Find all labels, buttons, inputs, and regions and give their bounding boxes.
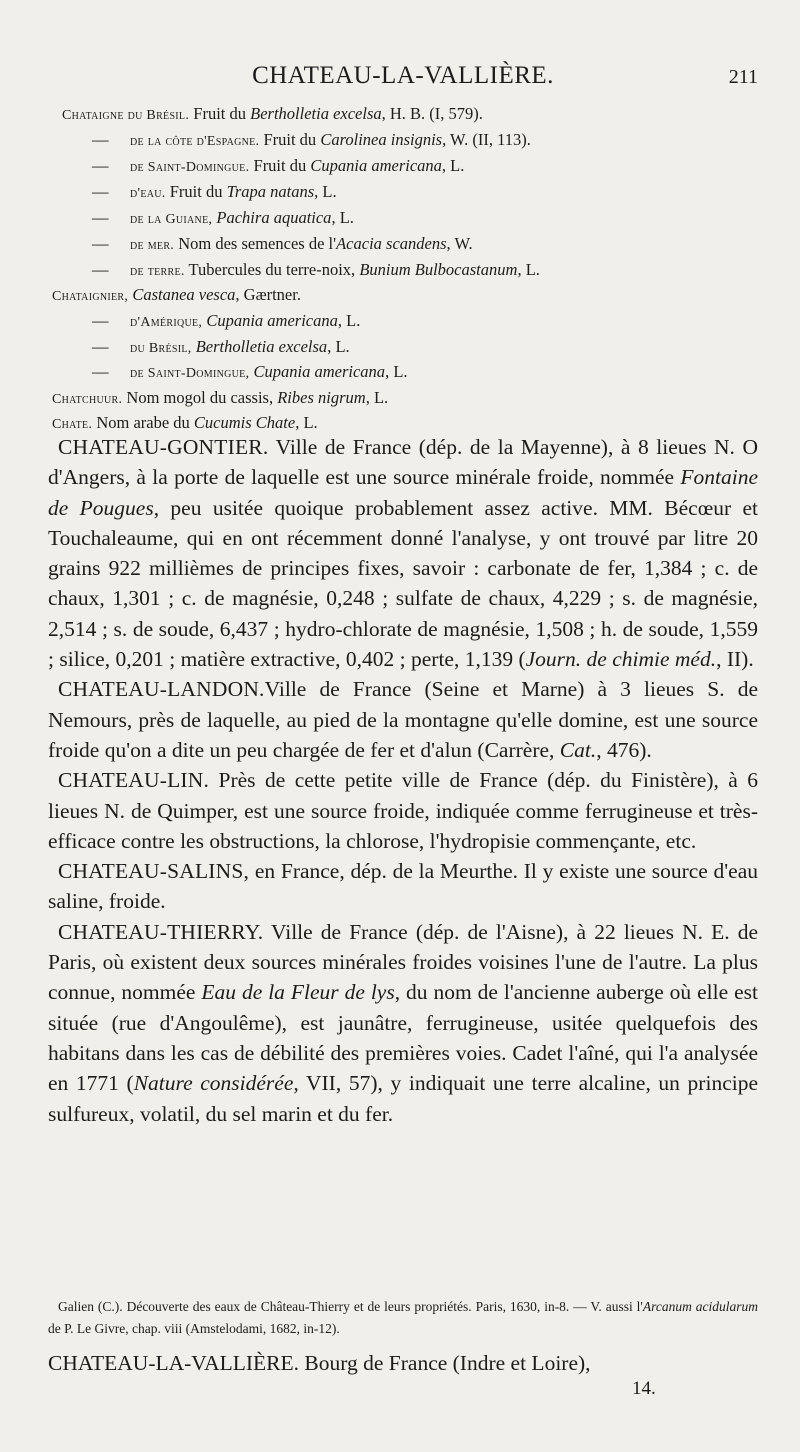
entry-taxon: Castanea vesca [132,285,236,304]
entry-tail: , L. [517,260,540,279]
entry-taxon: Bunium Bulbocastanum [359,260,518,279]
article-body: VII, 57), y indiquait une terre alcaline, un principe sulfureux, volatil, du sel marin et du fer. [48,1071,758,1126]
entry-head: de Saint-Domingue, [130,366,250,381]
entry-text: Nom arabe du [92,413,194,432]
entry-head: d'eau. [130,186,166,201]
entry-line [92,208,800,228]
entry-tail: , L. [314,182,337,201]
entry-taxon: Cupania americana [310,156,442,175]
entry-dash: — [92,337,109,356]
article-chateau-la-valliere [48,1348,758,1378]
article-body: Bourg de France (Indre et Loire), [299,1351,591,1375]
entry-line [52,285,800,305]
page-header [48,62,758,96]
entry-line [92,311,800,331]
entry-tail: , W. [446,234,473,253]
entry-taxon: Ribes nigrum [277,388,366,407]
article-head: CHATEAU-SALINS, [58,859,250,884]
entry-dash: — [92,362,109,381]
entry-text: Fruit du [259,130,321,149]
entry-head: de Saint-Domingue. [130,160,250,175]
article-body: Ville de France (dép. de l'Aisne), à 22 lieues N. E. de Paris, où existent deux sources minérales froides voisines l'une de l'autre. La plus connue, nommée [48,919,758,1005]
entry-tail: , L. [365,388,389,407]
entry-line [92,156,800,176]
entry-taxon: Cupania americana [206,311,338,330]
entry-line [92,337,800,357]
entry-text: Nom des semences de l' [174,234,337,253]
article-body: Près de cette petite ville de France (dép. du Finistère), à 6 lieues N. de Quimper, est une source froide, indiquée comme ferrugineuse et très-efficace contre les obstructions, la chlorose, l'hydropisie commençante, etc. [48,768,758,853]
entry-tail: , L. [337,311,361,330]
entry-head: Chate. [52,417,93,432]
entry-line [52,413,800,433]
entry-text: Fruit du [165,182,227,201]
entry-head: Chatchuur. [52,392,123,407]
article-italic: Nature considérée, [133,1071,299,1096]
entry-dash: — [92,311,109,330]
entry-head: Chataigne du Brésil. [62,108,190,123]
article-body: , 476). [596,737,652,762]
entry-text: Nom mogol du cassis, [122,388,278,407]
entry-dash: — [92,156,109,175]
main-text [48,432,758,1129]
article-chateau-thierry [48,917,758,1129]
entry-tail: , L. [295,413,318,432]
article-body: , II). [716,647,754,672]
article-italic: Cat. [559,737,597,762]
article-head: CHATEAU-LANDON. [58,677,265,702]
entry-taxon: Cupania americana [253,362,386,381]
article-body: Ville de France (Seine et Marne) à 3 lieues S. de Nemours, près de laquelle, au pied de la montagne qu'elle domine, est une source froide qu'on a dite un peu chargée de fer et d'alun (Carrère, [48,677,758,762]
entry-dash: — [92,130,109,149]
article-italic: Fontaine de Pougues [48,465,758,520]
entry-line [92,234,800,254]
article-head: CHATEAU-GONTIER. [58,435,269,459]
running-title: CHATEAU-LA-VALLIÈRE. [252,62,554,89]
entry-head: du Brésil, [130,341,192,356]
article-body: , peu usitée quoique probablement assez active. MM. Bécœur et Touchaleaume, qui en ont récemment donné l'analyse, y ont trouvé par litre 20 grains 922 millièmes de principes fixes, savoir : carbonate de fer, 1,384 ; c. de chaux, 1,301 ; c. de magnésie, 0,248 ; sulfate de chaux, 4,229 ; s. de magnésie, 2,514 ; s. de soude, 6,437 ; hydro-chlorate de magnésie, 1,508 ; h. de soude, 1,559 ; silice, 0,201 ; matière extractive, 0,402 ; perte, 1,139 ( [48,495,758,672]
entry-line [92,130,800,150]
entry-head: d'Amérique, [130,315,203,330]
entry-dash: — [92,182,109,201]
entry-dash: — [92,234,109,253]
entry-tail: , L. [385,362,408,381]
entry-line [92,362,800,382]
article-chateau-lin [48,765,758,856]
article-head: CHATEAU-LA-VALLIÈRE. [48,1351,299,1375]
note-italic: Arcanum acidularum [642,1299,758,1314]
note-text: de P. Le Givre, chap. viii (Amstelodami, 1682, in-12). [48,1321,340,1336]
entry-taxon: Pachira aquatica [216,208,332,227]
article-body: , du nom de l'ancienne auberge où elle est située (rue d'Angoulême), est jaunâtre, ferrugineuse, usitée quelquefois des habitans dans les cas de débilité des premières voies. Cadet l'aîné, qui l'a analysée en 1771 ( [48,980,758,1096]
entry-taxon: Carolinea insignis [320,130,443,149]
entry-taxon: Cucumis Chate [193,413,296,432]
entry-dash: — [92,208,109,227]
entry-tail: , L. [441,156,465,175]
entry-tail: , L. [327,337,350,356]
entry-line [62,104,800,124]
article-italic: Journ. de chimie méd. [525,647,717,672]
article-italic: Eau de la Fleur de lys [201,980,395,1005]
entry-taxon: Trapa natans [226,182,315,201]
entry-head: de mer. [130,238,175,253]
article-body: en France, dép. de la Meurthe. Il y existe une source d'eau saline, froide. [48,859,758,914]
article-head: CHATEAU-THIERRY. [58,919,264,944]
entry-tail: , W. (II, 113). [442,130,531,149]
page-number: 211 [728,66,758,88]
article-chateau-gontier [48,432,758,674]
entry-head: de la côte d'Espagne. [130,134,260,149]
entry-line [92,260,800,280]
entry-dash: — [92,260,109,279]
entry-text: Tubercules du terre-noix, [184,260,360,279]
entry-taxon: Bertholletia excelsa [195,337,328,356]
signature-mark: 14. [632,1378,656,1399]
entry-head: Chataignier, [52,289,129,304]
note-text: Galien (C.). Découverte des eaux de Château-Thierry et de leurs propriétés. Paris, 1630, in-8. — V. aussi l' [58,1299,643,1314]
entry-taxon: Acacia scandens [336,234,447,253]
entry-head: de la Guiane, [130,212,213,227]
entry-text: Fruit du [189,104,251,123]
article-chateau-landon [48,674,758,765]
entry-line [52,388,800,408]
entry-head: de terre. [130,264,185,279]
article-body: Ville de France (dép. de la Mayenne), à 8 lieues N. O d'Angers, à la porte de laquelle est une source minérale froide, nommée [48,435,758,490]
entry-taxon: Bertholletia excelsa [250,104,382,123]
entry-text: Fruit du [249,156,311,175]
article-chateau-salins [48,856,758,917]
entry-tail: , L. [331,208,354,227]
entry-line [92,182,800,202]
article-head: CHATEAU-LIN. [58,768,210,793]
entry-tail: , Gærtner. [235,285,301,304]
entry-tail: , H. B. (I, 579). [381,104,483,123]
bibliography-note [48,1296,758,1340]
